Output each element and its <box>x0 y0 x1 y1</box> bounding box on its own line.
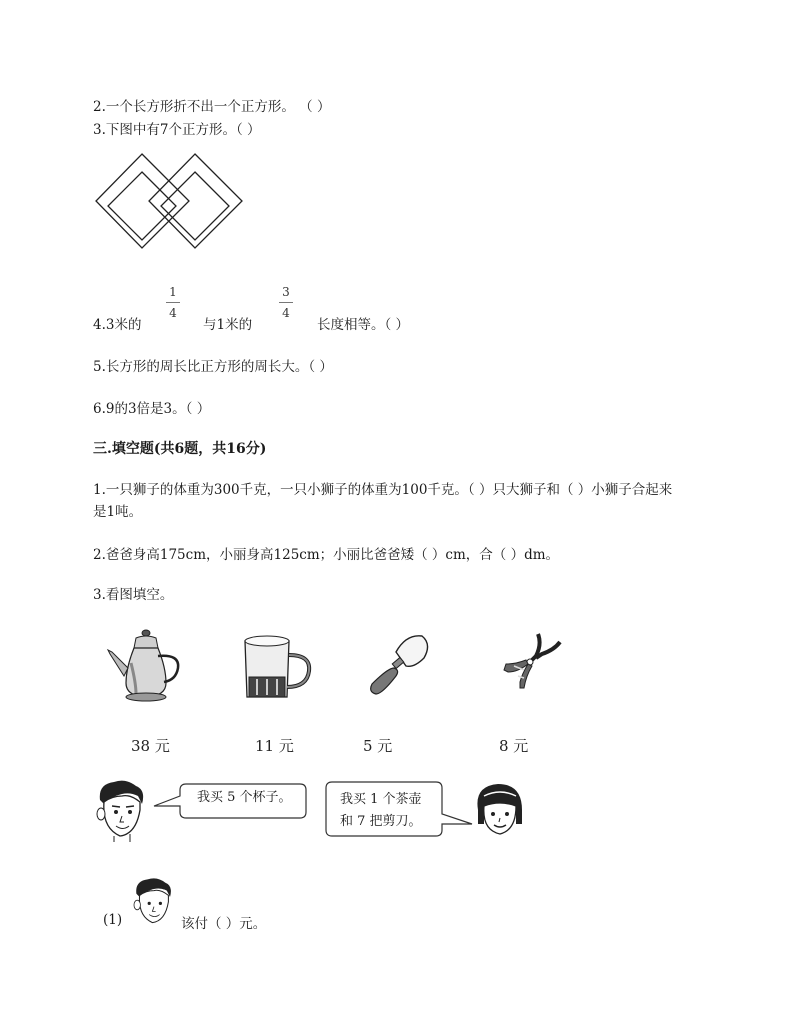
cup-price: 11 元 <box>255 737 294 755</box>
fill-question-3: 3.看图填空。 <box>93 587 174 603</box>
question-2: 2.一个长方形折不出一个正方形。 （ ） <box>93 99 331 115</box>
girl-speech-line-2: 和 7 把剪刀。 <box>340 814 422 829</box>
question-4-middle: 与1米的 <box>203 317 253 333</box>
girl-avatar-icon <box>470 780 530 840</box>
girl-speech-line-1: 我买 1 个茶壶 <box>340 792 422 807</box>
question-5: 5.长方形的周长比正方形的周长大。（ ） <box>93 359 333 375</box>
sub-question-1-text: 该付（ ）元。 <box>181 916 267 932</box>
fraction-numerator: 3 <box>282 285 290 299</box>
trowel-icon <box>366 630 436 700</box>
boy-speech-text: 我买 5 个杯子。 <box>197 790 292 805</box>
teapot-price: 38 元 <box>131 737 170 755</box>
question-4-suffix: 长度相等。（ ） <box>317 317 410 333</box>
fraction-numerator: 1 <box>169 285 177 299</box>
scissors-price: 8 元 <box>499 737 529 755</box>
fraction-bar <box>166 302 180 303</box>
scissors-icon <box>498 628 568 698</box>
fraction-three-quarters <box>279 285 293 320</box>
question-6: 6.9的3倍是3。（ ） <box>93 401 211 417</box>
question-3: 3.下图中有7个正方形。（ ） <box>93 122 261 138</box>
teapot-icon <box>106 628 186 703</box>
trowel-price: 5 元 <box>363 737 393 755</box>
fraction-bar <box>279 302 293 303</box>
fraction-one-quarter <box>166 285 180 320</box>
question-4-prefix: 4.3米的 <box>93 317 142 333</box>
fraction-denominator: 4 <box>169 306 177 320</box>
boy-avatar-small-icon <box>130 876 178 926</box>
fill-question-2: 2.爸爸身高175cm，小丽身高125cm；小丽比爸爸矮（ ）cm，合（ ）dm。 <box>93 547 560 563</box>
fill-question-1: 1.一只狮子的体重为300千克，一只小狮子的体重为100千克。（ ）只大狮子和（ ）小狮子合起来是1吨。 <box>93 482 673 520</box>
boy-avatar-icon <box>92 778 152 843</box>
cup-icon <box>237 633 317 703</box>
sub-question-1-label: (1) <box>103 912 123 928</box>
fraction-denominator: 4 <box>282 306 290 320</box>
squares-figure <box>94 150 254 255</box>
section-heading: 三.填空题(共6题，共16分) <box>93 441 267 457</box>
